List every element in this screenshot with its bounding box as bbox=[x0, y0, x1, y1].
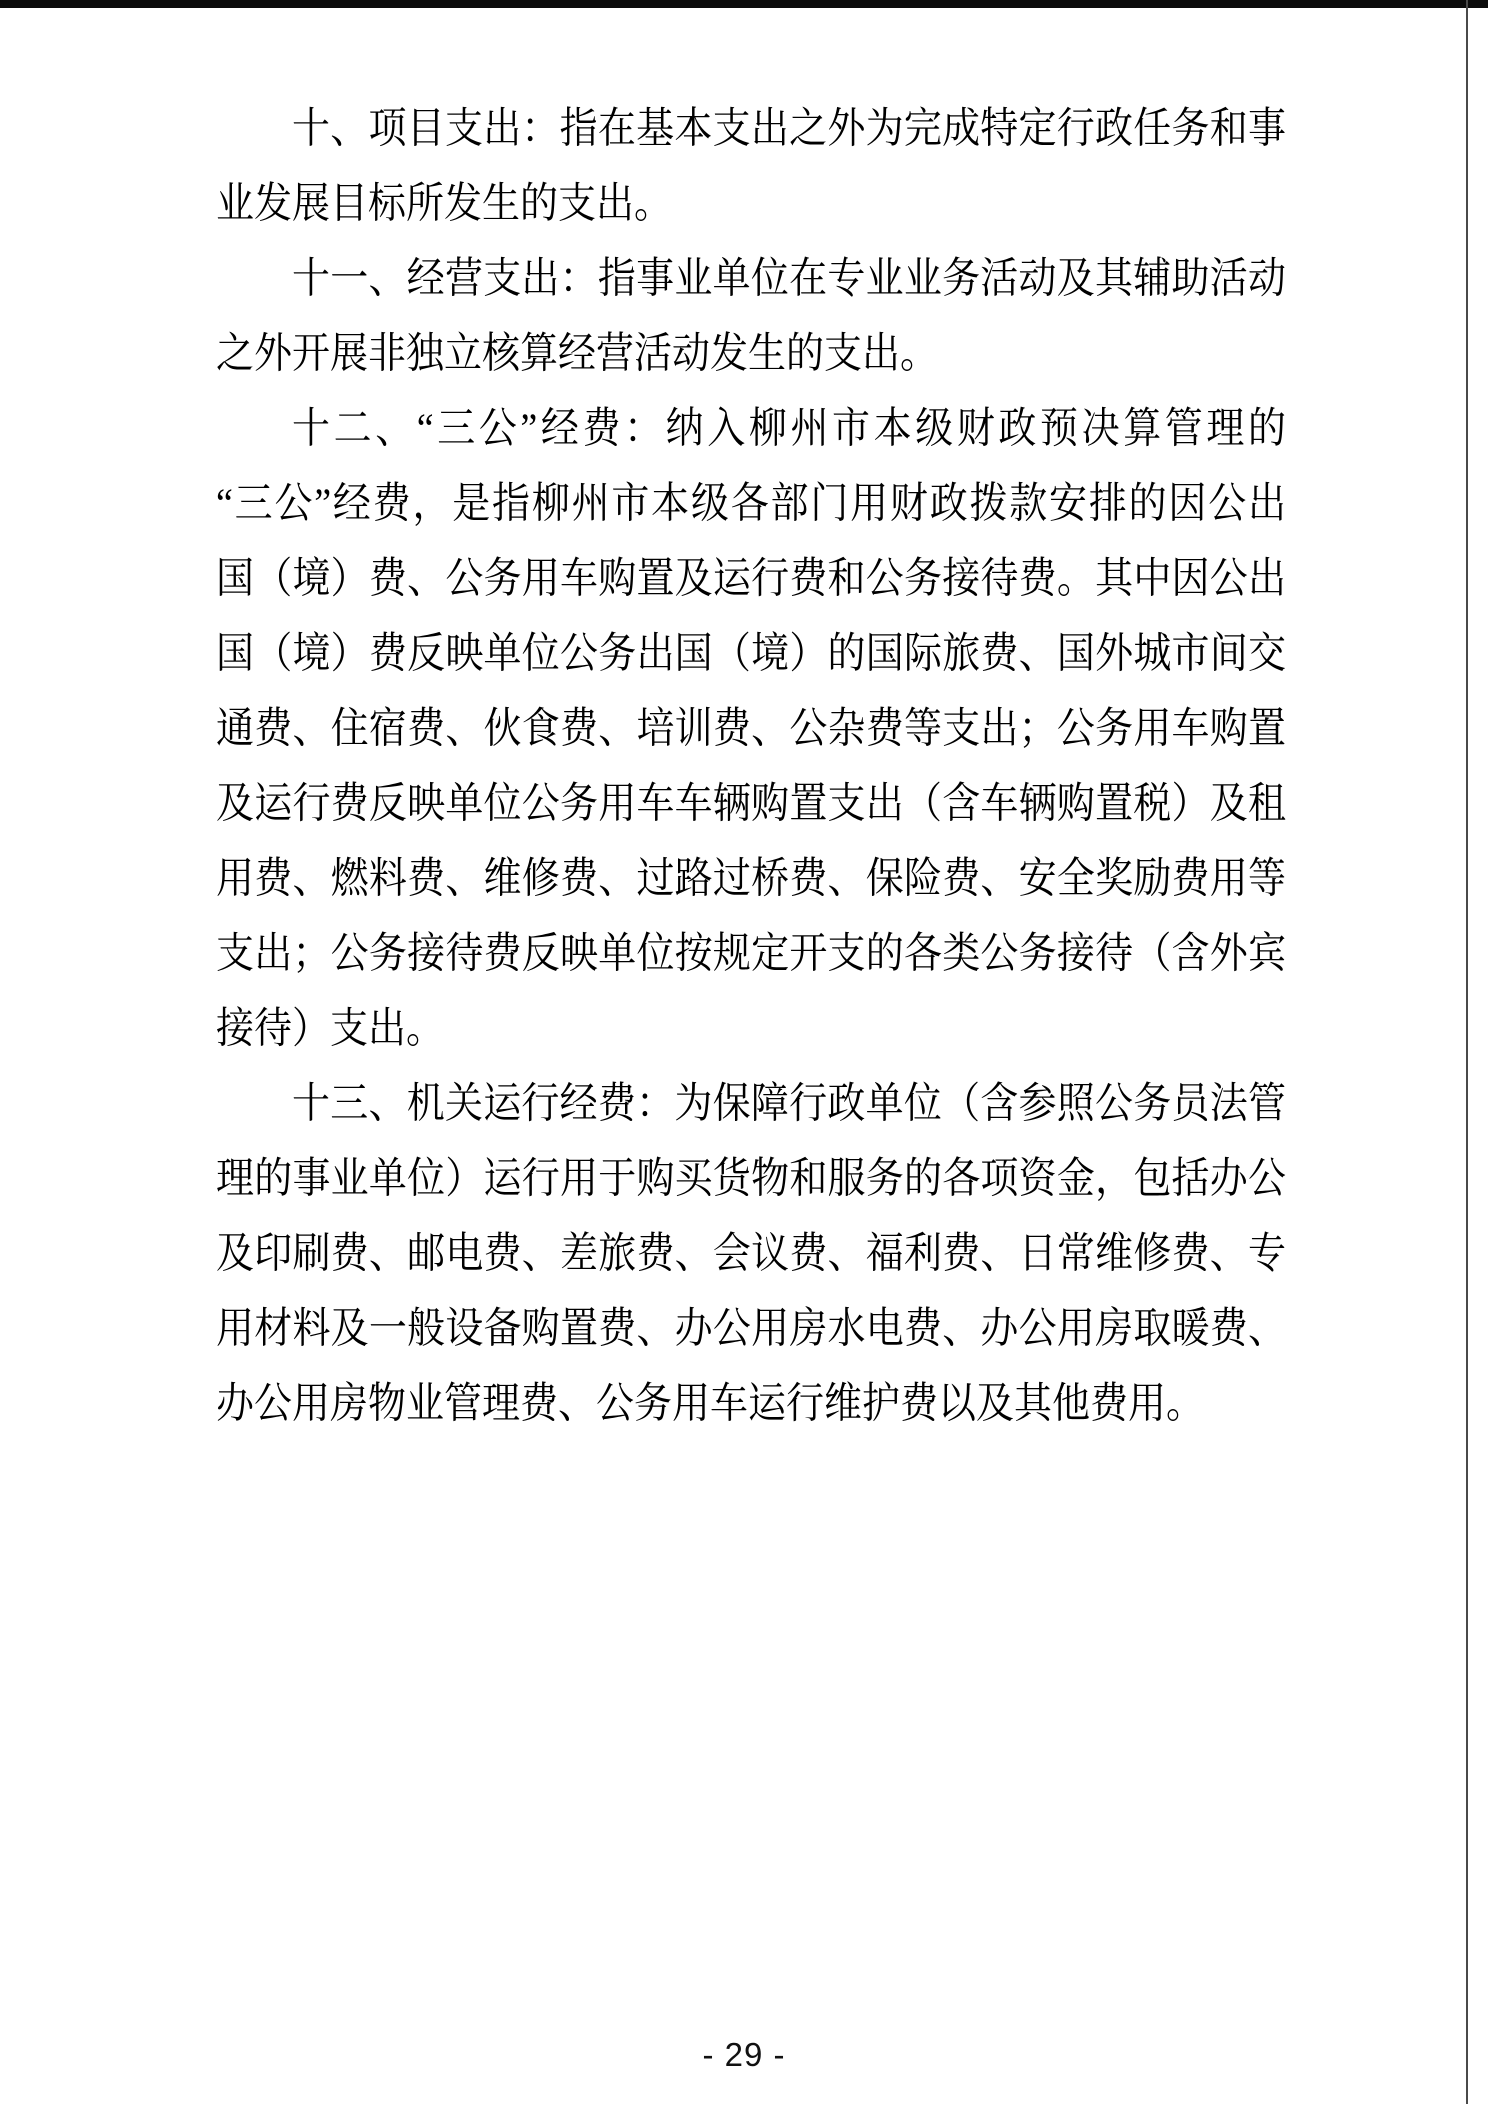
text-line: “三公”经费，是指柳州市本级各部门用财政拨款安排的因公出 bbox=[216, 480, 1286, 528]
text-line: 及印刷费、邮电费、差旅费、会议费、福利费、日常维修费、专 bbox=[216, 1230, 1286, 1278]
text-line: 业发展目标所发生的支出。 bbox=[216, 180, 673, 228]
text-line: 国（境）费、公务用车购置及运行费和公务接待费。其中因公出 bbox=[216, 555, 1286, 603]
text-line: 理的事业单位）运行用于购买货物和服务的各项资金，包括办公 bbox=[216, 1155, 1286, 1203]
text-line: 十、项目支出：指在基本支出之外为完成特定行政任务和事 bbox=[292, 105, 1286, 153]
text-line: 办公用房物业管理费、公务用车运行维护费以及其他费用。 bbox=[216, 1380, 1205, 1428]
page-number: - 29 - bbox=[702, 2036, 786, 2073]
text-line: 接待）支出。 bbox=[216, 1005, 445, 1053]
text-line: 用材料及一般设备购置费、办公用房水电费、办公用房取暖费、 bbox=[216, 1305, 1286, 1353]
text-line: 通费、住宿费、伙食费、培训费、公杂费等支出；公务用车购置 bbox=[216, 705, 1286, 753]
text-line: 国（境）费反映单位公务出国（境）的国际旅费、国外城市间交 bbox=[216, 630, 1286, 678]
right-edge-rule bbox=[1466, 0, 1468, 2104]
text-line: 十一、经营支出：指事业单位在专业业务活动及其辅助活动 bbox=[292, 255, 1286, 303]
top-border-bar bbox=[0, 0, 1488, 8]
document-body bbox=[216, 92, 1286, 1442]
text-line: 用费、燃料费、维修费、过路过桥费、保险费、安全奖励费用等 bbox=[216, 855, 1286, 903]
text-line: 十二、“三公”经费：纳入柳州市本级财政预决算管理的 bbox=[292, 405, 1286, 453]
text-line: 支出；公务接待费反映单位按规定开支的各类公务接待（含外宾 bbox=[216, 930, 1286, 978]
text-line: 之外开展非独立核算经营活动发生的支出。 bbox=[216, 330, 939, 378]
text-line: 及运行费反映单位公务用车车辆购置支出（含车辆购置税）及租 bbox=[216, 780, 1286, 828]
text-line: 十三、机关运行经费：为保障行政单位（含参照公务员法管 bbox=[292, 1080, 1286, 1128]
